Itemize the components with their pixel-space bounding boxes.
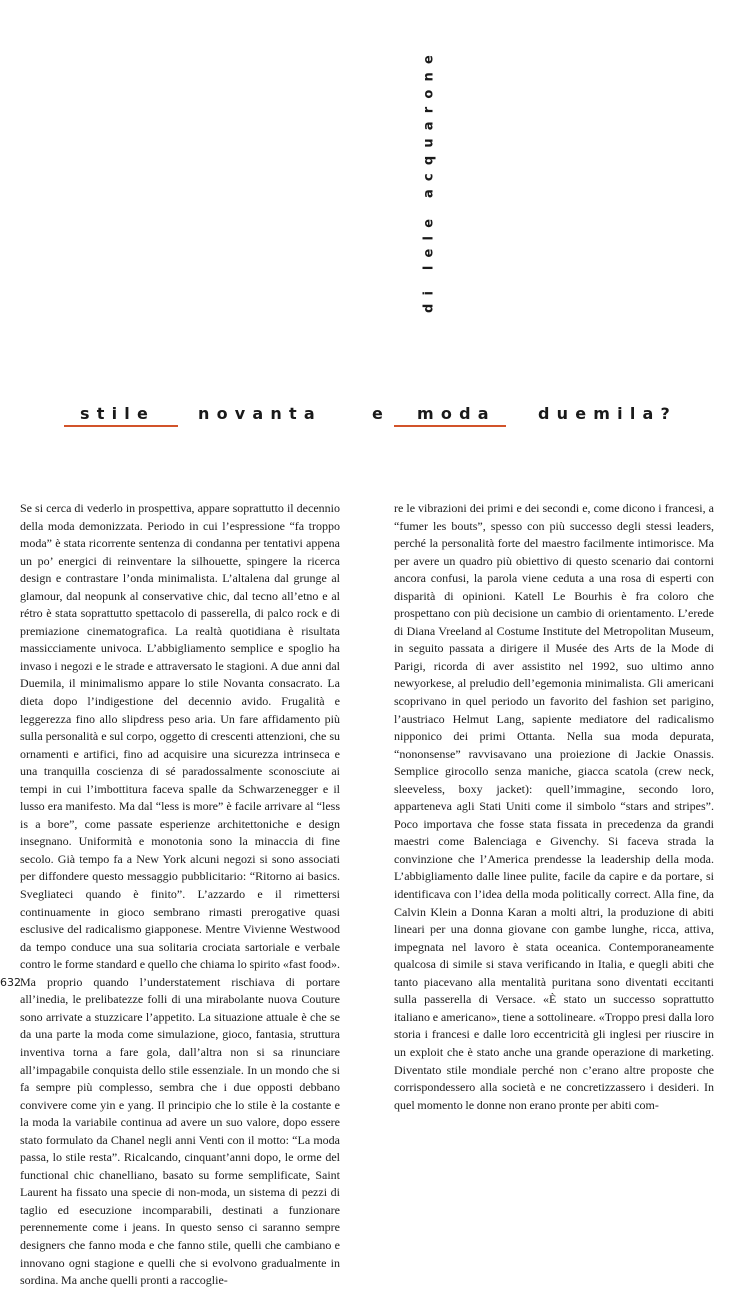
- byline-text: di lele acquarone: [421, 47, 437, 313]
- headline-underline-2: [394, 425, 506, 427]
- headline-word: moda: [417, 404, 496, 423]
- headline-word: duemila?: [538, 404, 678, 423]
- body-column-left: [20, 500, 340, 1290]
- headline-word: stile: [80, 404, 155, 423]
- headline-underline-1: [64, 425, 178, 427]
- body-text-left: Se si cerca di vederlo in prospettiva, appare soprattutto il decennio della moda demonizzata. Periodo in cui l’espressione “fa troppo moda” è stata ricorrente sentenza di condanna per tentativi appena un po’ energici di reinventare la silhouette, spingere la ricerca design e contrastare l’onda minimalista. L’altalena dal grunge al glamour, dal neopunk al conservative chic, dal tecno all’etno e al rétro è stata soprattutto spettacolo di passerella, di palco rock e di premiazione cinematografica. La realtà quotidiana è risultata massicciamente univoca. L’abbigliamento semplice e spoglio ha invaso i negozi e le strade e attraversato le stagioni. A due anni dal Duemila, il minimalismo appare lo stile Novanta consacrato. La dieta dopo l’indigestione del decennio avido. Frugalità e leggerezza fino allo slipdress peso aria. Un fare affidamento più sulla personalità e sul corpo, oggetto di crescenti attenzioni, che su ornamenti e artifici, fino ad acquisire una sicurezza intrinseca e una tranquilla coscienza di sé paradossalmente sconosciute ai tempi in cui l’imbottitura faceva spalle da Schwarzenegger e il lusso era manifesto. Ma dal “less is more” è facile arrivare al “less is a bore”, come passate esperienze architettoniche e design insegnano. Uniformità e monotonia sono la minaccia di fine secolo. Già tempo fa a New York alcuni negozi si sono associati per diffondere questo messaggio pubblicitario: “Ritorno ai basics. Svegliateci quando è finito”. L’azzardo e il rimettersi continuamente in gioco sembrano rimasti prerogative quasi esclusive del radicalismo giapponese. Mentre Vivienne Westwood da tempo conduce una sua solitaria crociata sartoriale e verbale contro le forme standard e quello che chiama lo spirito «fast food». Ma proprio quando l’understatement rischiava di portare all’inedia, le prelibatezze folli di una mirabolante nuova Couture sono arrivate a stuzzicare l’appetito. La situazione attuale è che se da una parte la moda come simulazione, gioco, fantasia, struttura inventiva torna a fare gola, dall’altra non si sa rinunciare all’impagabile conquista dello stile essenziale. In un mondo che si fa sempre più complesso, sembra che i due opposti debbano convivere come yin e yang. Il principio che lo stile è la costante e la moda la variabile continua ad avere un suo valore, dopo essere stato formulato da Chanel negli anni Venti con il motto: “La moda passa, lo stile resta”. Ricalcando, cinquant’anni dopo, le orme del functional chic chanelliano, basato su forme semplificate, Saint Laurent ha fissato una specie di non-moda, un sistema di pezzi di taglio ed esecuzione incomparabili, destinati a funzionare perennemente come i jeans. In questo senso ci saranno sempre designers che fanno moda e che fanno stile, quelli che cambiano e innovano ogni stagione e quelli che si evolvono gradualmente in sordina. Ma anche quelli pronti a raccoglie-: [20, 501, 340, 1288]
- body-column-right: [394, 500, 714, 1114]
- body-text-right: re le vibrazioni dei primi e dei secondi e, come dicono i francesi, a “fumer les bouts”, spesso con più successo degli stessi leaders, perché la personalità forte del maestro facilmente intimorisce. Ma per avere un quadro più obiettivo di questo scenario dai contorni ancora confusi, la parola viene ceduta a una rosa di esperti con disparità di opinioni. Katell Le Bourhis è fra coloro che prospettano con più decisione un cambio di orientamento. L’erede di Diana Vreeland al Costume Institute del Metropolitan Museum, in seguito passata a dirigere il Musée des Arts de la Mode di Parigi, ricorda di aver assistito nel 1992, suo ultimo anno newyorkese, al preludio dell’egemonia minimalista. Gli americani scoprivano in quel periodo un favorito del fashion set parigino, l’austriaco Helmut Lang, sapiente mediatore del radicalismo nipponico dei primi Ottanta. Nella sua moda depurata, “nononsense” ravvisavano una proiezione di Jackie Onassis. Semplice girocollo senza maniche, giacca scatola (crew neck, sleeveless, boxy jacket): quell’immagine, secondo loro, apparteneva agli Stati Uniti come il simbolo “stars and stripes”. Poco importava che fosse stata fissata in precedenza da grandi maestri come Balenciaga e Givenchy. Si faceva strada la convinzione che l’America prendesse la leadership della moda. L’abbigliamento dalle linee pulite, facile da capire e da portare, si identificava con l’idea della moda politically correct. Alla fine, da Calvin Klein a Donna Karan a molti altri, la produzione di abiti lineari per una donna giovane con gambe lunghe, ricca, attiva, impegnata nel lavoro è stata oceanica. Contemporaneamente qualcosa di simile si stava verificando in Italia, e quegli abiti che tanto piacevano alla mentalità puritana sono diventati eccitanti sulla passerella di Versace. «È stato un successo soprattutto italiano e americano», tiene a sottolineare. «Troppo presi dalla loro storia i francesi e dalle loro eccentricità gli inglesi per riuscire in un exploit che è stato anche una grande operazione di marketing. Diventato stile mondiale perché non c’erano altre proposte che corrispondessero alla società e ne concretizzassero i desideri. In quel momento le donne non erano pronte per abiti com-: [394, 501, 714, 1112]
- headline-word: novanta: [198, 404, 322, 423]
- page-number: 632: [0, 976, 21, 989]
- byline: [414, 47, 444, 313]
- headline-word: e: [372, 404, 391, 423]
